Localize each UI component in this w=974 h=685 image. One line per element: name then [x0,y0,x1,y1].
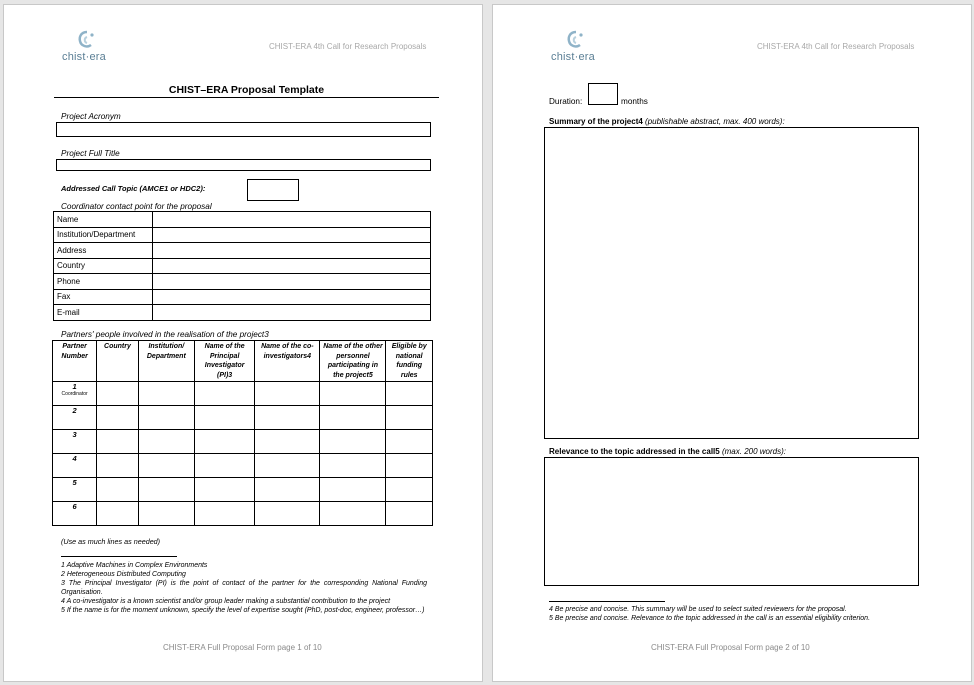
partner-cell[interactable] [386,430,433,454]
partner-row [53,454,433,478]
contact-row [54,243,431,259]
partners-column-header: Eligible by national funding rules [386,341,433,382]
partner-cell[interactable] [320,382,386,406]
partner-number-cell [53,502,97,526]
partner-cell[interactable] [255,406,320,430]
footnote: 3 The Principal Investigator (PI) is the point of contact of the partner for the corresponding National Funding Organisation. [61,580,427,596]
footnote: 1 Adaptive Machines in Complex Environments [61,562,208,569]
contact-row [54,305,431,321]
partner-cell[interactable] [97,478,138,502]
partner-cell[interactable] [195,430,255,454]
partners-column-header: Name of the co-investigators4 [255,341,320,382]
page-footer: CHIST-ERA Full Proposal Form page 2 of 10 [651,643,810,652]
addressed-call-topic-label: Addressed Call Topic (AMCE1 or HDC2): [61,184,206,193]
partner-cell[interactable] [255,478,320,502]
relevance-label: Relevance to the topic addressed in the call5 [549,447,720,456]
page-2 [492,4,972,682]
footnote: 4 Be precise and concise. This summary will be used to select suited reviewers for the proposal. [549,606,847,613]
partner-cell[interactable] [386,382,433,406]
page-header: CHIST-ERA 4th Call for Research Proposals [757,42,915,51]
partner-cell[interactable] [195,382,255,406]
partners-column-header: Partner Number [53,341,97,382]
footnote: 5 Be precise and concise. Relevance to the topic addressed in the call is an essential eligibility criterion. [549,615,871,622]
contact-row-label: Address [54,243,153,259]
footnote: 2 Heterogeneous Distributed Computing [61,571,186,578]
summary-hint: (publishable abstract, max. 400 words): [645,117,785,126]
page-1 [3,4,483,682]
partner-number: 4 [72,454,77,463]
contact-row [54,289,431,305]
logo-text: chist·era [62,51,106,63]
project-acronym-field[interactable] [56,122,431,137]
partner-row [53,430,433,454]
partner-number-cell [53,430,97,454]
partner-cell[interactable] [320,502,386,526]
partner-cell[interactable] [138,430,194,454]
partners-column-header: Country [97,341,138,382]
partner-row [53,406,433,430]
partner-cell[interactable] [138,478,194,502]
partner-cell[interactable] [138,382,194,406]
duration-field[interactable] [588,83,618,105]
relevance-hint: (max. 200 words): [721,447,786,456]
contact-row-value[interactable] [153,274,431,290]
partners-column-header: Name of the other personnel participating in the project5 [320,341,386,382]
partner-cell[interactable] [97,406,138,430]
partner-cell[interactable] [97,454,138,478]
page-header: CHIST-ERA 4th Call for Research Proposals [269,42,427,51]
summary-label: Summary of the project4 [549,117,643,126]
duration-unit: months [621,97,648,106]
contact-row [54,212,431,228]
partner-cell[interactable] [386,406,433,430]
partners-label: Partners' people involved in the realisation of the project3 [61,330,269,339]
partner-cell[interactable] [320,430,386,454]
footnote: 4 A co-investigator is a known scientist and/or group leader making a substantial contribution to the project [61,598,391,605]
contact-row-label: E-mail [54,305,153,321]
partner-cell[interactable] [97,502,138,526]
footnote-divider [549,601,665,602]
contact-row-value[interactable] [153,227,431,243]
partner-cell[interactable] [320,406,386,430]
partner-cell[interactable] [386,478,433,502]
partner-cell[interactable] [255,454,320,478]
partner-cell[interactable] [195,502,255,526]
chistera-logo [551,27,611,69]
partner-cell[interactable] [386,502,433,526]
partner-number-cell [53,478,97,502]
logo-swirl-icon [76,29,98,51]
contact-row-label: Fax [54,289,153,305]
contact-row [54,274,431,290]
partners-column-header: Name of the Principal Investigator (PI)3 [195,341,255,382]
title-divider [54,97,439,98]
partner-cell[interactable] [255,382,320,406]
partner-cell[interactable] [195,478,255,502]
footnotes [549,605,919,623]
relevance-textarea[interactable] [544,457,919,586]
contact-row-label: Institution/Department [54,227,153,243]
partners-column-header: Institution/ Department [138,341,194,382]
partner-number: 6 [72,502,77,511]
relevance-heading [549,447,786,456]
partner-cell[interactable] [97,382,138,406]
partner-cell[interactable] [320,478,386,502]
partner-cell[interactable] [386,454,433,478]
partner-number: 1 [72,382,77,391]
partner-cell[interactable] [195,454,255,478]
coordinator-note: Coordinator [61,391,88,397]
partner-cell[interactable] [138,454,194,478]
chistera-logo [62,27,122,69]
partner-number: 5 [72,478,77,487]
footnote: 5 If the name is for the moment unknown, specify the level of expertise sought (PhD, post-doc, engineer, professor…) [61,607,425,614]
call-topic-field[interactable] [247,179,299,201]
contact-row [54,258,431,274]
partner-row [53,382,433,406]
partner-number: 2 [72,406,77,415]
partner-cell[interactable] [320,454,386,478]
partner-cell[interactable] [255,502,320,526]
contact-row-value[interactable] [153,212,431,228]
footnote-divider [61,556,177,557]
contact-row-label: Country [54,258,153,274]
contact-row-value[interactable] [153,243,431,259]
page-footer: CHIST-ERA Full Proposal Form page 1 of 10 [163,643,322,652]
contact-row-value[interactable] [153,289,431,305]
partner-cell[interactable] [97,430,138,454]
project-acronym-label: Project Acronym [61,112,121,121]
partner-row [53,478,433,502]
partner-number: 3 [72,430,77,439]
logo-text: chist·era [551,51,595,63]
contact-row-label: Phone [54,274,153,290]
project-full-title-label: Project Full Title [61,149,120,158]
partners-table [52,340,433,526]
coordinator-label: Coordinator contact point for the proposal [61,202,212,211]
footnotes [61,561,427,615]
partner-number-cell [53,406,97,430]
partner-cell[interactable] [138,406,194,430]
page-title: CHIST–ERA Proposal Template [168,84,325,96]
contact-row-value[interactable] [153,305,431,321]
summary-textarea[interactable] [544,127,919,439]
contact-row-label: Name [54,212,153,228]
summary-heading [549,117,785,126]
partner-cell[interactable] [138,502,194,526]
contact-row [54,227,431,243]
partner-row [53,502,433,526]
partner-number-cell [53,454,97,478]
duration-label: Duration: [549,97,583,106]
logo-swirl-icon [565,29,587,51]
coordinator-table [53,211,431,321]
partner-number-cell [53,382,97,406]
lines-note: (Use as much lines as needed) [61,537,161,546]
project-full-title-field[interactable] [56,159,431,171]
partner-cell[interactable] [255,430,320,454]
partner-cell[interactable] [195,406,255,430]
contact-row-value[interactable] [153,258,431,274]
